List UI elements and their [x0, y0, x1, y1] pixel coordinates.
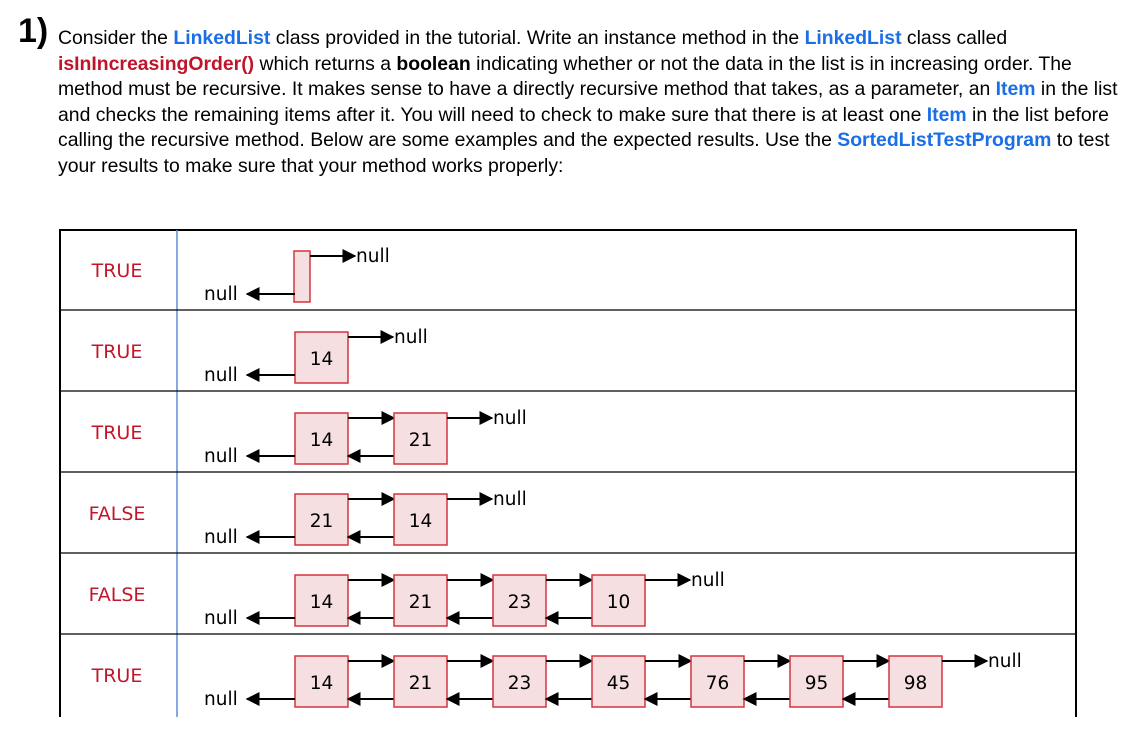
node-value: 14 — [309, 430, 334, 451]
question-run: Consider the — [58, 27, 174, 49]
question-run: isInIncreasingOrder() — [58, 52, 255, 75]
question-run: Item — [995, 78, 1036, 101]
node-value: 14 — [309, 349, 334, 370]
null-prev: null — [204, 284, 238, 305]
result-label: FALSE — [88, 584, 146, 606]
example-row — [91, 408, 527, 467]
example-row — [91, 651, 1022, 710]
example-row — [91, 246, 390, 305]
question-run: in the list and checks the remaining items after it. You will need to check to make sure that there is at least one — [58, 78, 1118, 126]
result-label: TRUE — [91, 422, 143, 444]
example-row — [89, 489, 527, 548]
examples-table — [59, 229, 1079, 717]
question-run: SortedListTestProgram — [837, 129, 1052, 152]
result-label: FALSE — [88, 503, 146, 525]
node-value: 21 — [408, 673, 433, 694]
null-prev: null — [204, 365, 238, 386]
node-value: 23 — [507, 673, 532, 694]
null-next: null — [356, 246, 390, 267]
result-label: TRUE — [91, 260, 143, 282]
node-value: 14 — [309, 592, 334, 613]
question-run: class provided in the tutorial. Write an instance method in the — [270, 27, 805, 49]
node-value: 21 — [408, 592, 433, 613]
example-row — [89, 570, 725, 629]
question-run: in the list before calling the recursive method. Below are some examples and the expected results. Use the — [58, 103, 1109, 152]
node-value: 21 — [309, 511, 334, 532]
node-value: 95 — [804, 673, 829, 694]
question-run: which returns a — [254, 52, 397, 75]
null-next: null — [493, 489, 527, 510]
node-value: 76 — [705, 673, 730, 694]
empty-node — [294, 251, 310, 302]
question-run: to test your results to make sure that your method works properly: — [58, 129, 1110, 177]
null-next: null — [394, 327, 428, 348]
result-label: TRUE — [91, 341, 143, 363]
question-number: 1) — [18, 12, 49, 50]
node-value: 14 — [309, 673, 334, 694]
example-row — [91, 327, 428, 386]
question-run: class called — [901, 27, 1008, 49]
null-next: null — [493, 408, 527, 429]
node-value: 10 — [606, 592, 631, 613]
node-value: 21 — [408, 430, 433, 451]
question-run: LinkedList — [173, 27, 271, 49]
null-next: null — [691, 570, 725, 591]
null-prev: null — [204, 689, 238, 710]
question-text — [58, 26, 1118, 180]
node-value: 45 — [606, 673, 631, 694]
null-prev: null — [204, 527, 238, 548]
null-next: null — [988, 651, 1022, 672]
question-run: boolean — [396, 52, 471, 75]
node-value: 98 — [903, 673, 928, 694]
result-label: TRUE — [91, 665, 143, 687]
question-run: LinkedList — [804, 27, 902, 49]
null-prev: null — [204, 446, 238, 467]
node-value: 23 — [507, 592, 532, 613]
node-value: 14 — [408, 511, 433, 532]
question-run: indicating whether or not the data in the list is in increasing order. The method must be recursive. It makes sense to have a directly recursive method that takes, as a parameter, an — [58, 52, 1072, 101]
null-prev: null — [204, 608, 238, 629]
question-run: Item — [926, 103, 967, 126]
